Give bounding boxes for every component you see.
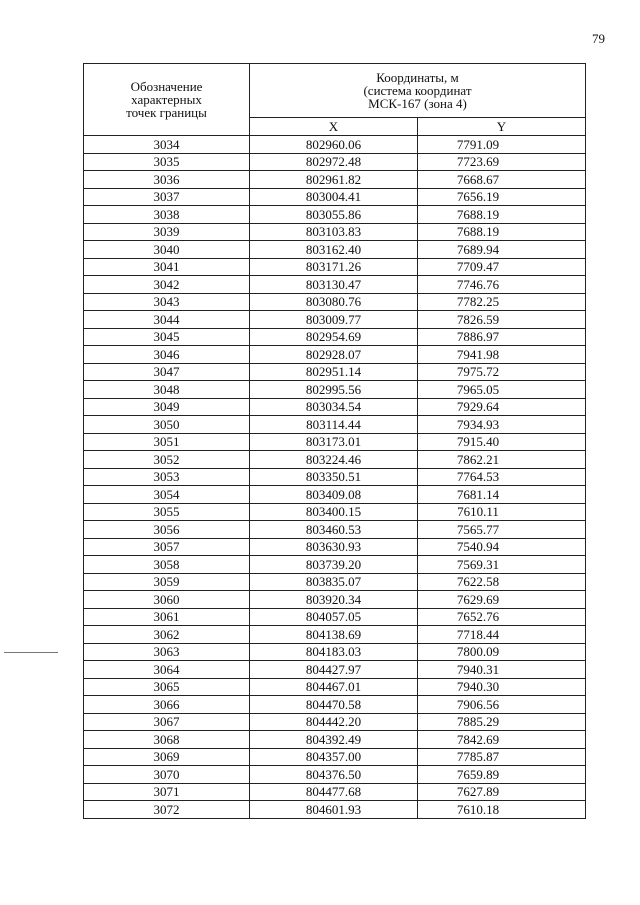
table-row: [84, 538, 586, 556]
cell-x: 802961.82: [250, 171, 418, 189]
cell-point-id: 3061: [84, 608, 250, 626]
cell-x: 803009.77: [250, 311, 418, 329]
table-row: [84, 468, 586, 486]
header-point-line: характерных: [131, 92, 202, 107]
cell-x: 803460.53: [250, 521, 418, 539]
cell-y: 7940.30: [418, 678, 586, 696]
table-row: [84, 241, 586, 259]
cell-point-id: 3051: [84, 433, 250, 451]
table-row: [84, 381, 586, 399]
cell-point-id: 3048: [84, 381, 250, 399]
cell-x: 803103.83: [250, 223, 418, 241]
table-row: [84, 188, 586, 206]
cell-point-id: 3039: [84, 223, 250, 241]
table-row: [84, 766, 586, 784]
cell-x: 803835.07: [250, 573, 418, 591]
cell-x: 804376.50: [250, 766, 418, 784]
table-row: [84, 171, 586, 189]
cell-x: 804427.97: [250, 661, 418, 679]
cell-y: 7629.69: [418, 591, 586, 609]
cell-point-id: 3059: [84, 573, 250, 591]
cell-point-id: 3064: [84, 661, 250, 679]
cell-x: 803171.26: [250, 258, 418, 276]
cell-point-id: 3050: [84, 416, 250, 434]
cell-y: 7915.40: [418, 433, 586, 451]
cell-point-id: 3070: [84, 766, 250, 784]
cell-y: 7965.05: [418, 381, 586, 399]
table-row: [84, 521, 586, 539]
cell-x: 804392.49: [250, 731, 418, 749]
coordinates-table: [83, 63, 586, 819]
cell-point-id: 3049: [84, 398, 250, 416]
cell-point-id: 3045: [84, 328, 250, 346]
cell-x: 802960.06: [250, 136, 418, 154]
cell-x: 803224.46: [250, 451, 418, 469]
cell-y: 7791.09: [418, 136, 586, 154]
cell-point-id: 3054: [84, 486, 250, 504]
cell-point-id: 3035: [84, 153, 250, 171]
table-row: [84, 258, 586, 276]
cell-y: 7659.89: [418, 766, 586, 784]
header-coordinates: [250, 64, 586, 118]
cell-x: 803350.51: [250, 468, 418, 486]
table-body: [84, 136, 586, 819]
cell-y: 7565.77: [418, 521, 586, 539]
cell-point-id: 3053: [84, 468, 250, 486]
cell-y: 7975.72: [418, 363, 586, 381]
cell-x: 803409.08: [250, 486, 418, 504]
cell-x: 802928.07: [250, 346, 418, 364]
header-y: Y: [418, 118, 586, 136]
cell-x: 802972.48: [250, 153, 418, 171]
table-row: [84, 223, 586, 241]
cell-y: 7764.53: [418, 468, 586, 486]
table-row: [84, 713, 586, 731]
cell-y: 7934.93: [418, 416, 586, 434]
cell-point-id: 3040: [84, 241, 250, 259]
table-row: [84, 416, 586, 434]
table-row: [84, 136, 586, 154]
table-row: [84, 363, 586, 381]
cell-y: 7689.94: [418, 241, 586, 259]
cell-x: 803400.15: [250, 503, 418, 521]
cell-x: 803162.40: [250, 241, 418, 259]
cell-x: 804470.58: [250, 696, 418, 714]
table-row: [84, 293, 586, 311]
cell-point-id: 3068: [84, 731, 250, 749]
margin-line: [4, 652, 58, 653]
cell-x: 803739.20: [250, 556, 418, 574]
table-row: [84, 731, 586, 749]
cell-point-id: 3066: [84, 696, 250, 714]
cell-point-id: 3052: [84, 451, 250, 469]
cell-y: 7885.29: [418, 713, 586, 731]
cell-x: 803004.41: [250, 188, 418, 206]
table-row: [84, 398, 586, 416]
cell-x: 803630.93: [250, 538, 418, 556]
cell-point-id: 3034: [84, 136, 250, 154]
cell-x: 803080.76: [250, 293, 418, 311]
cell-y: 7709.47: [418, 258, 586, 276]
cell-y: 7940.31: [418, 661, 586, 679]
table-row: [84, 503, 586, 521]
cell-point-id: 3067: [84, 713, 250, 731]
table-row: [84, 661, 586, 679]
cell-x: 802954.69: [250, 328, 418, 346]
header-coords-line: МСК-167 (зона 4): [368, 96, 467, 112]
cell-point-id: 3057: [84, 538, 250, 556]
page-number: 79: [592, 31, 605, 46]
cell-y: 7718.44: [418, 626, 586, 644]
cell-point-id: 3062: [84, 626, 250, 644]
cell-x: 803173.01: [250, 433, 418, 451]
table-row: [84, 783, 586, 801]
header-coords-line: (система координат: [363, 83, 472, 99]
cell-point-id: 3071: [84, 783, 250, 801]
cell-x: 803920.34: [250, 591, 418, 609]
cell-point-id: 3036: [84, 171, 250, 189]
table-row: [84, 153, 586, 171]
table-row: [84, 643, 586, 661]
cell-point-id: 3044: [84, 311, 250, 329]
cell-y: 7610.18: [418, 801, 586, 819]
cell-y: 7723.69: [418, 153, 586, 171]
cell-point-id: 3069: [84, 748, 250, 766]
cell-point-id: 3043: [84, 293, 250, 311]
cell-point-id: 3055: [84, 503, 250, 521]
table-row: [84, 748, 586, 766]
cell-x: 803114.44: [250, 416, 418, 434]
cell-y: 7941.98: [418, 346, 586, 364]
table-row: [84, 573, 586, 591]
table-row: [84, 311, 586, 329]
cell-y: 7622.58: [418, 573, 586, 591]
cell-y: 7785.87: [418, 748, 586, 766]
table-row: [84, 206, 586, 224]
cell-point-id: 3056: [84, 521, 250, 539]
cell-y: 7929.64: [418, 398, 586, 416]
table-row: [84, 433, 586, 451]
cell-y: 7826.59: [418, 311, 586, 329]
cell-y: 7800.09: [418, 643, 586, 661]
cell-y: 7656.19: [418, 188, 586, 206]
table-row: [84, 696, 586, 714]
cell-x: 803034.54: [250, 398, 418, 416]
cell-point-id: 3065: [84, 678, 250, 696]
cell-y: 7886.97: [418, 328, 586, 346]
cell-point-id: 3058: [84, 556, 250, 574]
table-row: [84, 328, 586, 346]
cell-x: 804183.03: [250, 643, 418, 661]
cell-y: 7842.69: [418, 731, 586, 749]
table-row: [84, 451, 586, 469]
cell-x: 804138.69: [250, 626, 418, 644]
cell-x: 804357.00: [250, 748, 418, 766]
cell-point-id: 3037: [84, 188, 250, 206]
cell-x: 802951.14: [250, 363, 418, 381]
header-coords-line: Координаты, м: [376, 70, 459, 86]
table-row: [84, 556, 586, 574]
header-point-line: Обозначение: [130, 79, 203, 94]
cell-y: 7746.76: [418, 276, 586, 294]
cell-y: 7627.89: [418, 783, 586, 801]
cell-x: 804601.93: [250, 801, 418, 819]
cell-x: 803130.47: [250, 276, 418, 294]
cell-y: 7782.25: [418, 293, 586, 311]
cell-y: 7906.56: [418, 696, 586, 714]
cell-x: 802995.56: [250, 381, 418, 399]
cell-y: 7688.19: [418, 223, 586, 241]
cell-x: 804057.05: [250, 608, 418, 626]
cell-point-id: 3038: [84, 206, 250, 224]
header-x: X: [250, 118, 418, 136]
table-row: [84, 626, 586, 644]
cell-x: 804442.20: [250, 713, 418, 731]
table-row: [84, 591, 586, 609]
cell-y: 7688.19: [418, 206, 586, 224]
cell-point-id: 3046: [84, 346, 250, 364]
cell-y: 7668.67: [418, 171, 586, 189]
header-point-line: точек границы: [126, 105, 207, 120]
table-row: [84, 801, 586, 819]
cell-point-id: 3047: [84, 363, 250, 381]
cell-y: 7862.21: [418, 451, 586, 469]
cell-point-id: 3042: [84, 276, 250, 294]
header-point-designation: [84, 64, 250, 136]
cell-y: 7652.76: [418, 608, 586, 626]
cell-point-id: 3072: [84, 801, 250, 819]
cell-point-id: 3060: [84, 591, 250, 609]
cell-y: 7681.14: [418, 486, 586, 504]
cell-x: 804477.68: [250, 783, 418, 801]
table-row: [84, 276, 586, 294]
cell-x: 803055.86: [250, 206, 418, 224]
cell-point-id: 3063: [84, 643, 250, 661]
cell-y: 7540.94: [418, 538, 586, 556]
cell-x: 804467.01: [250, 678, 418, 696]
table-row: [84, 678, 586, 696]
table-row: [84, 486, 586, 504]
cell-point-id: 3041: [84, 258, 250, 276]
cell-y: 7569.31: [418, 556, 586, 574]
cell-y: 7610.11: [418, 503, 586, 521]
table-row: [84, 346, 586, 364]
table-row: [84, 608, 586, 626]
